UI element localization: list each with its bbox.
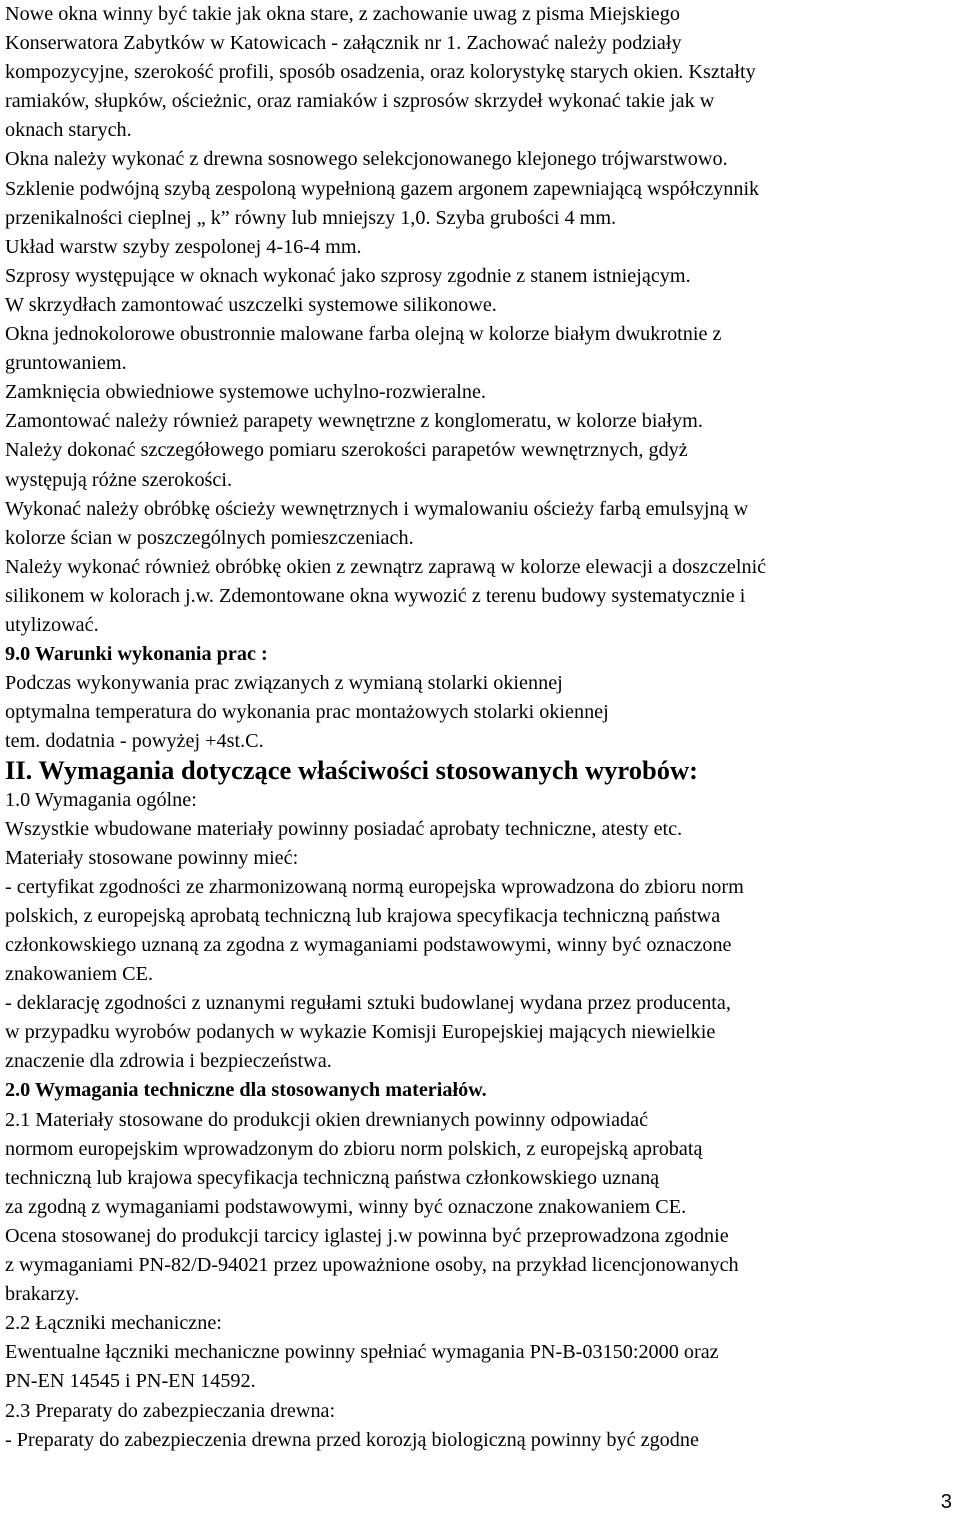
text-line: występują różne szerokości. xyxy=(5,468,233,491)
text-line: Konserwatora Zabytków w Katowicach - załącznik nr 1. Zachować należy podziały xyxy=(5,32,682,55)
subsection-heading-2-2: 2.2 Łączniki mechaniczne: xyxy=(5,1312,222,1335)
text-line: Należy wykonać również obróbkę okien z zewnątrz zaprawą w kolorze elewacji a doszczelnić xyxy=(5,555,767,578)
text-line: techniczną lub krajowa specyfikacja techniczną państwa członkowskiego uznaną xyxy=(5,1166,660,1189)
text-line: tem. dodatnia - powyżej +4st.C. xyxy=(5,730,264,753)
page-number: 3 xyxy=(940,1491,952,1513)
subsection-heading-1-0: 1.0 Wymagania ogólne: xyxy=(5,788,197,811)
text-line: normom europejskim wprowadzonym do zbioru norm polskich, z europejską aprobatą xyxy=(5,1137,703,1160)
text-line: Zamontować należy również parapety wewnętrzne z konglomeratu, w kolorze białym. xyxy=(5,410,703,433)
text-line: przenikalności cieplnej „ k” równy lub mniejszy 1,0. Szyba grubości 4 mm. xyxy=(5,206,617,229)
text-line: Podczas wykonywania prac związanych z wymianą stolarki okiennej xyxy=(5,672,563,695)
text-line: znaczenie dla zdrowia i bezpieczeństwa. xyxy=(5,1050,332,1073)
text-line: Szprosy występujące w oknach wykonać jako szprosy zgodnie z stanem istniejącym. xyxy=(5,264,691,287)
text-line: oknach starych. xyxy=(5,119,132,142)
text-line: Nowe okna winny być takie jak okna stare, z zachowanie uwag z pisma Miejskiego xyxy=(5,3,680,25)
text-line: Należy dokonać szczegółowego pomiaru szerokości parapetów wewnętrznych, gdyż xyxy=(5,439,688,462)
text-line: silikonem w kolorach j.w. Zdemontowane okna wywozić z terenu budowy systematycznie i xyxy=(5,584,746,607)
text-line: ramiaków, słupków, ościeżnic, oraz ramiaków i szprosów skrzydeł wykonać takie jak w xyxy=(5,90,715,113)
text-line: Okna jednokolorowe obustronnie malowane farba olejną w kolorze białym dwukrotnie z xyxy=(5,323,722,346)
text-line: członkowskiego uznaną za zgodna z wymaganiami podstawowymi, winny być oznaczone xyxy=(5,934,732,956)
text-line: Szklenie podwójną szybą zespoloną wypełnioną gazem argonem zapewniającą współczynnik xyxy=(5,177,760,200)
text-line: polskich, z europejską aprobatą techniczną lub krajowa specyfikacja techniczną państwa xyxy=(5,904,721,927)
text-line: z wymaganiami PN-82/D-94021 przez upoważnione osoby, na przykład licencjonowanych xyxy=(5,1254,739,1277)
text-line: - deklarację zgodności z uznanymi regułami sztuki budowlanej wydana przez producenta, xyxy=(5,992,731,1015)
text-line: kompozycyjne, szerokość profili, sposób osadzenia, oraz kolorystykę starych okien. Kształty xyxy=(5,61,756,84)
text-line: w przypadku wyrobów podanych w wykazie Komisji Europejskiej mających niewielkie xyxy=(5,1021,716,1044)
text-line: utylizować. xyxy=(5,613,99,636)
text-line: znakowaniem CE. xyxy=(5,963,153,986)
text-line: Wszystkie wbudowane materiały powinny posiadać aprobaty techniczne, atesty etc. xyxy=(5,817,683,840)
chapter-heading-II: II. Wymagania dotyczące właściwości stosowanych wyrobów: xyxy=(5,755,698,786)
text-line: kolorze ścian w poszczególnych pomieszczeniach. xyxy=(5,526,414,549)
text-line: 2.1 Materiały stosowane do produkcji okien drewnianych powinny odpowiadać xyxy=(5,1108,649,1131)
text-line: - Preparaty do zabezpieczenia drewna przed korozją biologiczną powinny być zgodne xyxy=(5,1428,699,1451)
section-heading-2-0: 2.0 Wymagania techniczne dla stosowanych materiałów. xyxy=(5,1079,487,1102)
text-line: Ewentualne łączniki mechaniczne powinny spełniać wymagania PN-B-03150:2000 oraz xyxy=(5,1341,719,1364)
text-line: brakarzy. xyxy=(5,1283,80,1306)
text-line: Ocena stosowanej do produkcji tarcicy iglastej j.w powinna być przeprowadzona zgodnie xyxy=(5,1224,729,1247)
text-line: gruntowaniem. xyxy=(5,352,127,375)
text-line: PN-EN 14545 i PN-EN 14592. xyxy=(5,1370,256,1393)
subsection-heading-2-3: 2.3 Preparaty do zabezpieczania drewna: xyxy=(5,1399,336,1422)
section-heading-9: 9.0 Warunki wykonania prac : xyxy=(5,643,268,666)
text-line: Wykonać należy obróbkę ościeży wewnętrznych i wymalowaniu ościeży farbą emulsyjną w xyxy=(5,497,749,520)
text-line: za zgodną z wymaganiami podstawowymi, winny być oznaczone znakowaniem CE. xyxy=(5,1195,687,1218)
text-line: Materiały stosowane powinny mieć: xyxy=(5,846,299,869)
text-line: optymalna temperatura do wykonania prac montażowych stolarki okiennej xyxy=(5,701,609,724)
document-page xyxy=(5,0,955,1455)
text-line: Układ warstw szyby zespolonej 4-16-4 mm. xyxy=(5,235,362,258)
text-line: W skrzydłach zamontować uszczelki systemowe silikonowe. xyxy=(5,293,497,316)
text-line: Okna należy wykonać z drewna sosnowego selekcjonowanego klejonego trójwarstwowo. xyxy=(5,148,728,171)
text-line: - certyfikat zgodności ze zharmonizowaną normą europejska wprowadzona do zbioru norm xyxy=(5,875,744,898)
text-line: Zamknięcia obwiedniowe systemowe uchylno-rozwieralne. xyxy=(5,381,486,404)
